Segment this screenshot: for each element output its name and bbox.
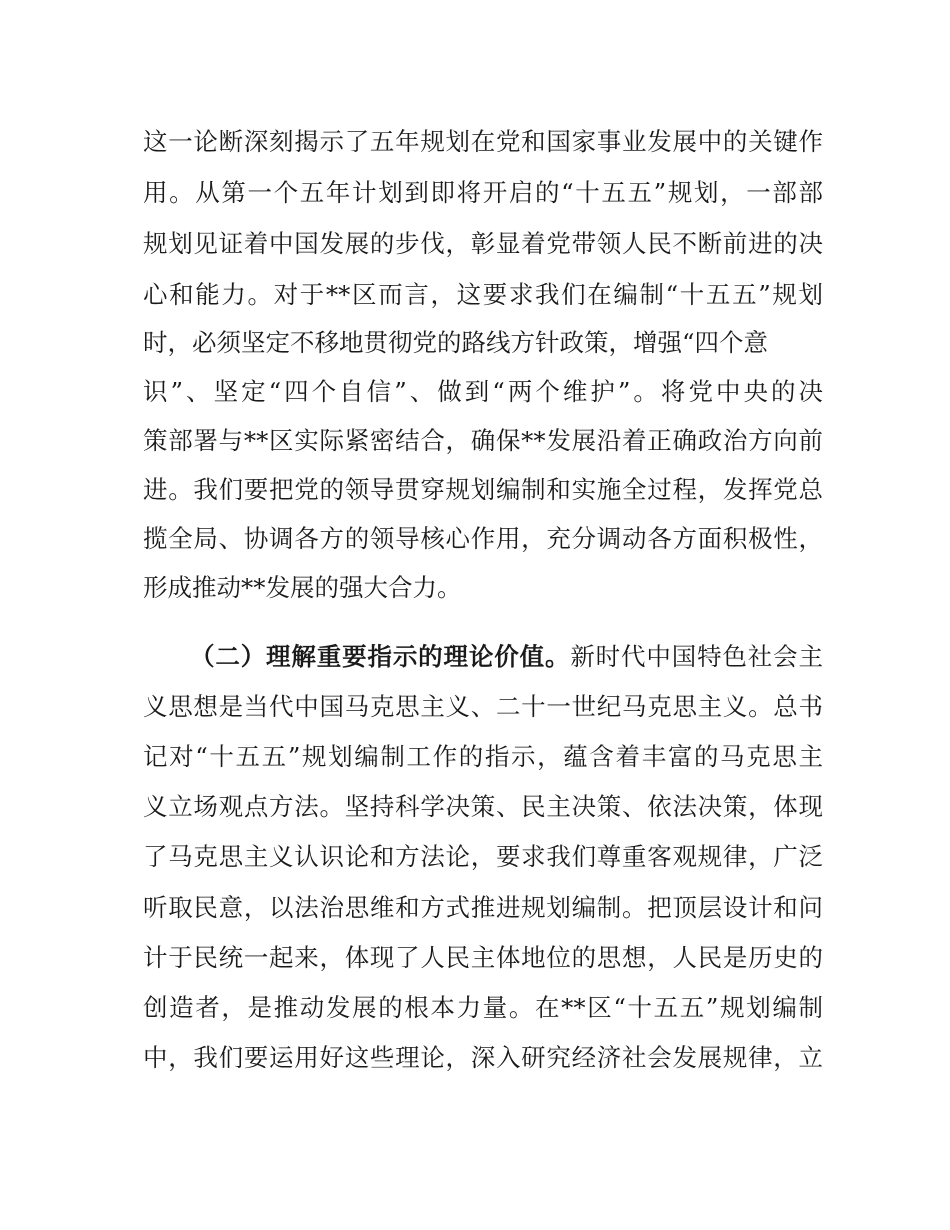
paragraph-text: 新时代中国特色社会主 <box>570 642 823 671</box>
paragraph-line: 创造者，是推动发展的根本力量。在**区“十五五”规划编制 <box>143 993 823 1022</box>
section-heading: （二）理解重要指示的理论价值。 <box>190 642 571 671</box>
paragraph-first-line <box>190 637 823 677</box>
paragraph-line: 用。从第一个五年计划到即将开启的“十五五”规划，一部部 <box>143 178 823 207</box>
paragraph-line: 心和能力。对于**区而言，这要求我们在编制“十五五”规划 <box>143 280 823 309</box>
paragraph-line: 记对“十五五”规划编制工作的指示，蕴含着丰富的马克思主 <box>143 742 823 771</box>
paragraph-line: 了马克思主义认识论和方法论，要求我们尊重客观规律，广泛 <box>143 842 823 871</box>
paragraph-line: 识”、坚定“四个自信”、做到“两个维护”。将党中央的决 <box>143 377 823 406</box>
paragraph-line: 策部署与**区实际紧密结合，确保**发展沿着正确政治方向前 <box>143 426 823 455</box>
paragraph-line: 听取民意，以法治思维和方式推进规划编制。把顶层设计和问 <box>143 893 823 922</box>
paragraph-line: 规划见证着中国发展的步伐，彰显着党带领人民不断前进的决 <box>143 229 823 258</box>
paragraph-line: 进。我们要把党的领导贯穿规划编制和实施全过程，发挥党总 <box>143 475 823 504</box>
paragraph-line: 时，必须坚定不移地贯彻党的路线方针政策，增强“四个意 <box>143 328 769 357</box>
paragraph-line: 中，我们要运用好这些理论，深入研究经济社会发展规律，立 <box>143 1043 823 1072</box>
paragraph-line: 揽全局、协调各方的领导核心作用，充分调动各方面积极性， <box>143 524 823 553</box>
paragraph-line: 这一论断深刻揭示了五年规划在党和国家事业发展中的关键作 <box>143 127 823 156</box>
paragraph-line: 计于民统一起来，体现了人民主体地位的思想，人民是历史的 <box>143 943 823 972</box>
paragraph-line: 义思想是当代中国马克思主义、二十一世纪马克思主义。总书 <box>143 692 823 721</box>
paragraph-line: 形成推动**发展的强大合力。 <box>143 573 462 602</box>
paragraph-line: 义立场观点方法。坚持科学决策、民主决策、依法决策，体现 <box>143 792 823 821</box>
